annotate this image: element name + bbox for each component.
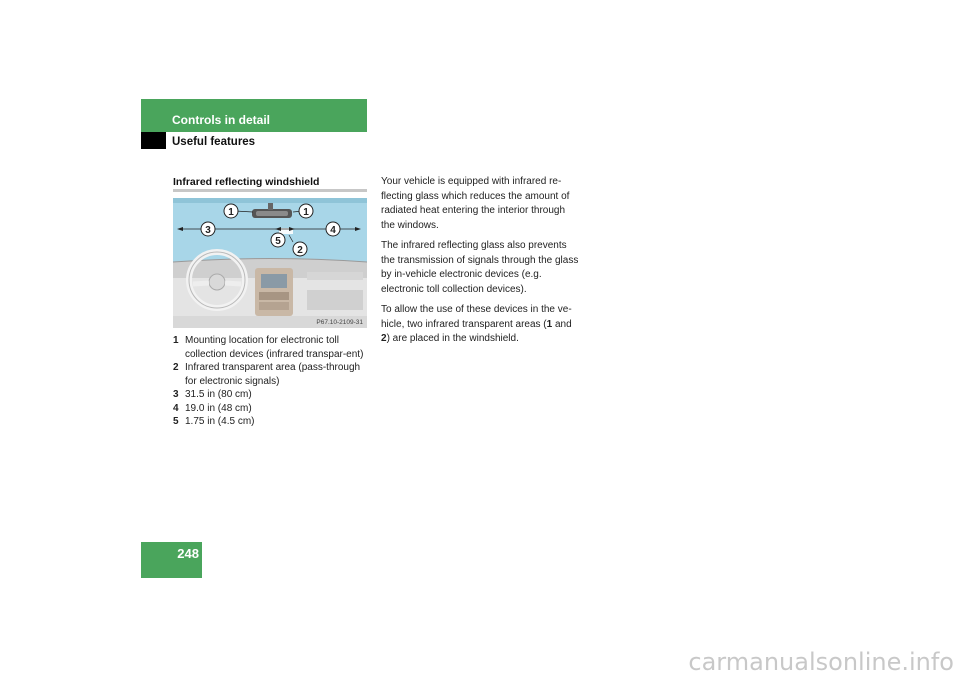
paragraph-3: To allow the use of these devices in the ve-hicle, two infrared transparent areas (1 and 2) are placed in the windshield. bbox=[381, 304, 572, 344]
body-text bbox=[381, 175, 581, 353]
svg-text:2: 2 bbox=[297, 245, 303, 256]
legend-item: 5 1.75 in (4.5 cm) bbox=[173, 416, 255, 427]
dashboard-illustration bbox=[173, 198, 367, 328]
legend-item: 1 Mounting location for electronic toll collection devices (infrared transpar-ent) bbox=[173, 335, 364, 360]
section-title: Infrared reflecting windshield bbox=[173, 176, 320, 188]
svg-text:1: 1 bbox=[228, 207, 234, 218]
windshield-figure bbox=[173, 198, 367, 328]
chapter-title: Controls in detail bbox=[172, 113, 271, 127]
callout-1-right bbox=[299, 204, 313, 218]
svg-text:5: 5 bbox=[275, 236, 281, 247]
svg-text:4: 4 bbox=[330, 225, 336, 236]
watermark: carmanualsonline.info bbox=[688, 648, 954, 676]
legend-item: 3 31.5 in (80 cm) bbox=[173, 389, 252, 400]
paragraph-1: Your vehicle is equipped with infrared re-flecting glass which reduces the amount of radiated heat entering the interior through the windows. bbox=[381, 176, 570, 231]
callout-4 bbox=[326, 222, 340, 236]
svg-text:1: 1 bbox=[303, 207, 309, 218]
subtitle-marker bbox=[141, 132, 166, 149]
section-subtitle: Useful features bbox=[172, 136, 256, 148]
page-number: 248 bbox=[177, 546, 199, 561]
paragraph-2: The infrared reflecting glass also prevents the transmission of signals through the glass by in-vehicle electronic devices (e.g. electronic toll collection devices). bbox=[381, 240, 579, 295]
figure-code: P67.10-2109-31 bbox=[316, 319, 363, 326]
legend-item: 2 Infrared transparent area (pass-through for electronic signals) bbox=[173, 362, 361, 387]
callout-5 bbox=[271, 233, 285, 247]
callout-2 bbox=[293, 242, 307, 256]
section-divider bbox=[173, 189, 367, 192]
callout-3 bbox=[201, 222, 215, 236]
legend-item: 4 19.0 in (48 cm) bbox=[173, 402, 252, 414]
svg-text:3: 3 bbox=[205, 225, 211, 236]
callout-1-left bbox=[224, 204, 238, 218]
figure-legend bbox=[173, 334, 373, 429]
